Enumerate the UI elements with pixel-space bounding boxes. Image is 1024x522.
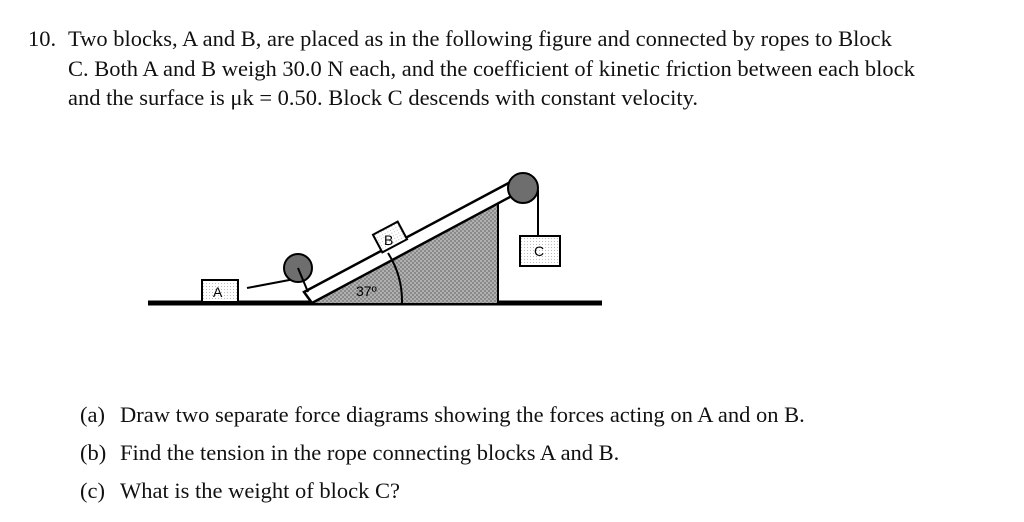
block-c-label: C [534,243,545,259]
incline-figure [140,160,610,325]
problem-statement [28,24,1013,113]
part-label: (c) [80,478,105,503]
problem-line-3: and the surface is μk = 0.50. Block C descends with constant velocity. [68,85,699,110]
part-text: Draw two separate force diagrams showing the forces acting on A and on B. [120,402,805,427]
part-text: What is the weight of block C? [120,478,400,503]
part-label: (b) [80,440,107,465]
part-label: (a) [80,402,105,427]
part-a [80,396,805,434]
incline-diagram [140,160,610,320]
block-b-label: B [384,232,394,248]
angle-label: 37º [356,283,377,299]
part-b [80,434,805,472]
block-a-label: A [213,284,223,300]
top-pulley [508,173,538,203]
part-c [80,472,805,510]
problem-number: 10. [28,26,57,51]
problem-line-2: C. Both A and B weigh 30.0 N each, and the coefficient of kinetic friction between each block [68,55,915,81]
question-parts [80,396,805,510]
problem-line-1: Two blocks, A and B, are placed as in the following figure and connected by ropes to Block [68,26,892,51]
part-text: Find the tension in the rope connecting blocks A and B. [120,440,620,465]
